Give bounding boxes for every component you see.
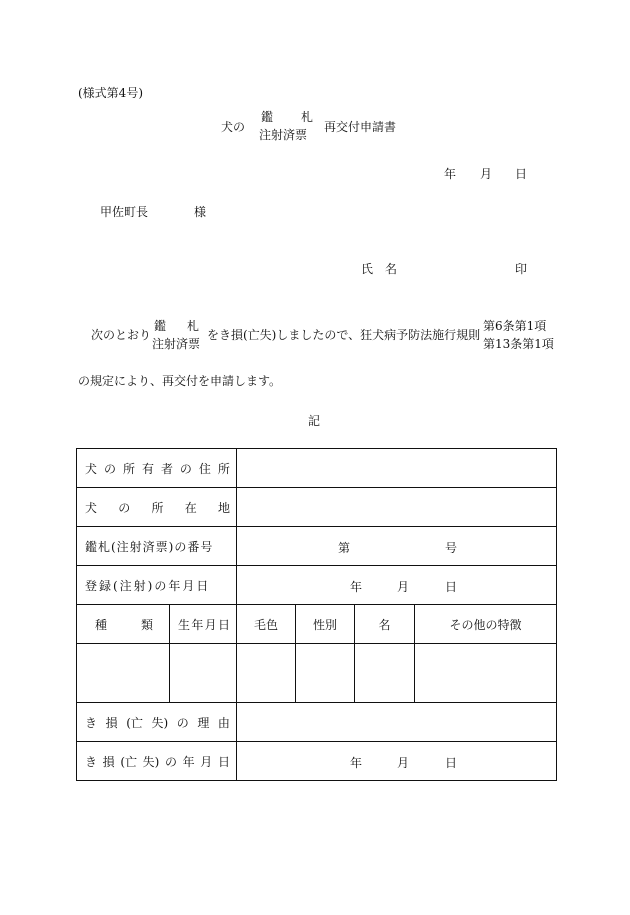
header-breed-2: 類 [140, 617, 153, 632]
owner-address-char: 有 [141, 461, 154, 476]
loss-reason-char: (亡 [126, 715, 143, 730]
value-birthdate[interactable] [170, 644, 237, 703]
header-breed-1: 種 [95, 617, 108, 632]
dog-location-char: 地 [217, 500, 230, 515]
value-owner-address[interactable] [237, 449, 557, 488]
title-suffix: 再交付申請書 [324, 120, 397, 134]
loss-reason-char: き [85, 715, 98, 730]
reg-year: 年 [350, 580, 363, 594]
name-label-1: 氏 [361, 262, 374, 276]
date-year: 年 [444, 167, 457, 181]
value-loss-date[interactable] [237, 742, 557, 781]
name-label-2: 名 [385, 262, 398, 276]
label-owner-address [77, 449, 237, 488]
loss-reason-char: の [176, 715, 189, 730]
loss-date-char: 年 [182, 754, 195, 769]
body-opt-a2: 札 [186, 319, 199, 333]
body-options [152, 317, 201, 353]
body-intro: 次のとおり [91, 328, 152, 342]
row-owner-address [77, 449, 557, 488]
header-breed [77, 605, 170, 644]
birthdate-header-char: 月 [204, 617, 217, 632]
owner-address-char: 所 [217, 461, 230, 476]
title-option2: 注射済票 [259, 128, 308, 142]
dog-location-char: の [118, 500, 131, 515]
loss-date-char: 失) [142, 754, 160, 769]
header-sex: 性別 [296, 605, 355, 644]
birthdate-header-char: 年 [191, 617, 204, 632]
dog-location-char: 所 [151, 500, 164, 515]
loss-date-char: 月 [200, 754, 213, 769]
label-registration-date: 登録(注射)の年月日 [77, 566, 237, 605]
article-2: 第13条第1項 [483, 337, 554, 351]
title-option1-a: 鑑 [261, 110, 274, 124]
value-loss-reason[interactable] [237, 703, 557, 742]
value-sex[interactable] [296, 644, 355, 703]
dog-location-char: 在 [184, 500, 197, 515]
owner-address-char: の [179, 461, 192, 476]
date-month: 月 [480, 167, 493, 181]
row-dog-location [77, 488, 557, 527]
owner-address-char: 犬 [85, 461, 98, 476]
loss-year: 年 [350, 756, 363, 770]
title-option1-b: 札 [300, 110, 313, 124]
value-registration-date[interactable] [237, 566, 557, 605]
owner-address-char: 所 [122, 461, 135, 476]
owner-address-char: 住 [198, 461, 211, 476]
value-breed[interactable] [77, 644, 170, 703]
title-prefix: 犬の [221, 120, 246, 134]
title-options [259, 108, 315, 144]
reg-month: 月 [397, 580, 410, 594]
application-table [76, 448, 557, 781]
tag-number-suffix: 号 [445, 541, 458, 555]
loss-month: 月 [397, 756, 410, 770]
header-color: 毛色 [237, 605, 296, 644]
owner-address-char: の [103, 461, 116, 476]
loss-date-char: の [164, 754, 177, 769]
date-day: 日 [515, 167, 528, 181]
loss-date-char: (亡 [120, 754, 137, 769]
loss-reason-char: 理 [197, 715, 210, 730]
loss-reason-char: 失) [151, 715, 169, 730]
addressee-honorific: 様 [194, 205, 207, 219]
row-registration-date [77, 566, 557, 605]
label-tag-number: 鑑札(注射済票)の番号 [77, 527, 237, 566]
body-closing: の規定により、再交付を申請します。 [78, 374, 282, 388]
ki-heading: 記 [308, 414, 321, 428]
tag-number-prefix: 第 [338, 541, 351, 555]
label-loss-reason [77, 703, 237, 742]
owner-address-char: 者 [160, 461, 173, 476]
header-other-features: その他の特徴 [415, 605, 557, 644]
loss-date-char: き [85, 754, 98, 769]
value-tag-number[interactable] [237, 527, 557, 566]
form-number: (様式第4号) [78, 86, 143, 100]
body-articles [483, 317, 554, 353]
header-dog-name: 名 [355, 605, 415, 644]
seal-mark: 印 [515, 262, 528, 276]
body-opt-b: 注射済票 [152, 337, 201, 351]
birthdate-header-char: 日 [217, 617, 230, 632]
loss-date-char: 損 [102, 754, 115, 769]
dog-location-char: 犬 [85, 500, 98, 515]
loss-reason-char: 由 [217, 715, 230, 730]
row-loss-date [77, 742, 557, 781]
value-other-features[interactable] [415, 644, 557, 703]
label-dog-location [77, 488, 237, 527]
value-color[interactable] [237, 644, 296, 703]
row-loss-reason [77, 703, 557, 742]
value-dog-name[interactable] [355, 644, 415, 703]
body-opt-a1: 鑑 [154, 319, 167, 333]
loss-day: 日 [445, 756, 458, 770]
value-dog-location[interactable] [237, 488, 557, 527]
row-dog-details [77, 644, 557, 703]
label-loss-date [77, 742, 237, 781]
loss-date-char: 日 [217, 754, 230, 769]
addressee-name: 甲佐町長 [100, 205, 149, 219]
reg-day: 日 [445, 580, 458, 594]
row-tag-number [77, 527, 557, 566]
loss-reason-char: 損 [105, 715, 118, 730]
header-birthdate [170, 605, 237, 644]
body-middle: をき損(亡失)しましたので、狂犬病予防法施行規則 [207, 328, 481, 342]
article-1: 第6条第1項 [483, 319, 547, 333]
birthdate-header-char: 生 [178, 617, 191, 632]
row-headers [77, 605, 557, 644]
